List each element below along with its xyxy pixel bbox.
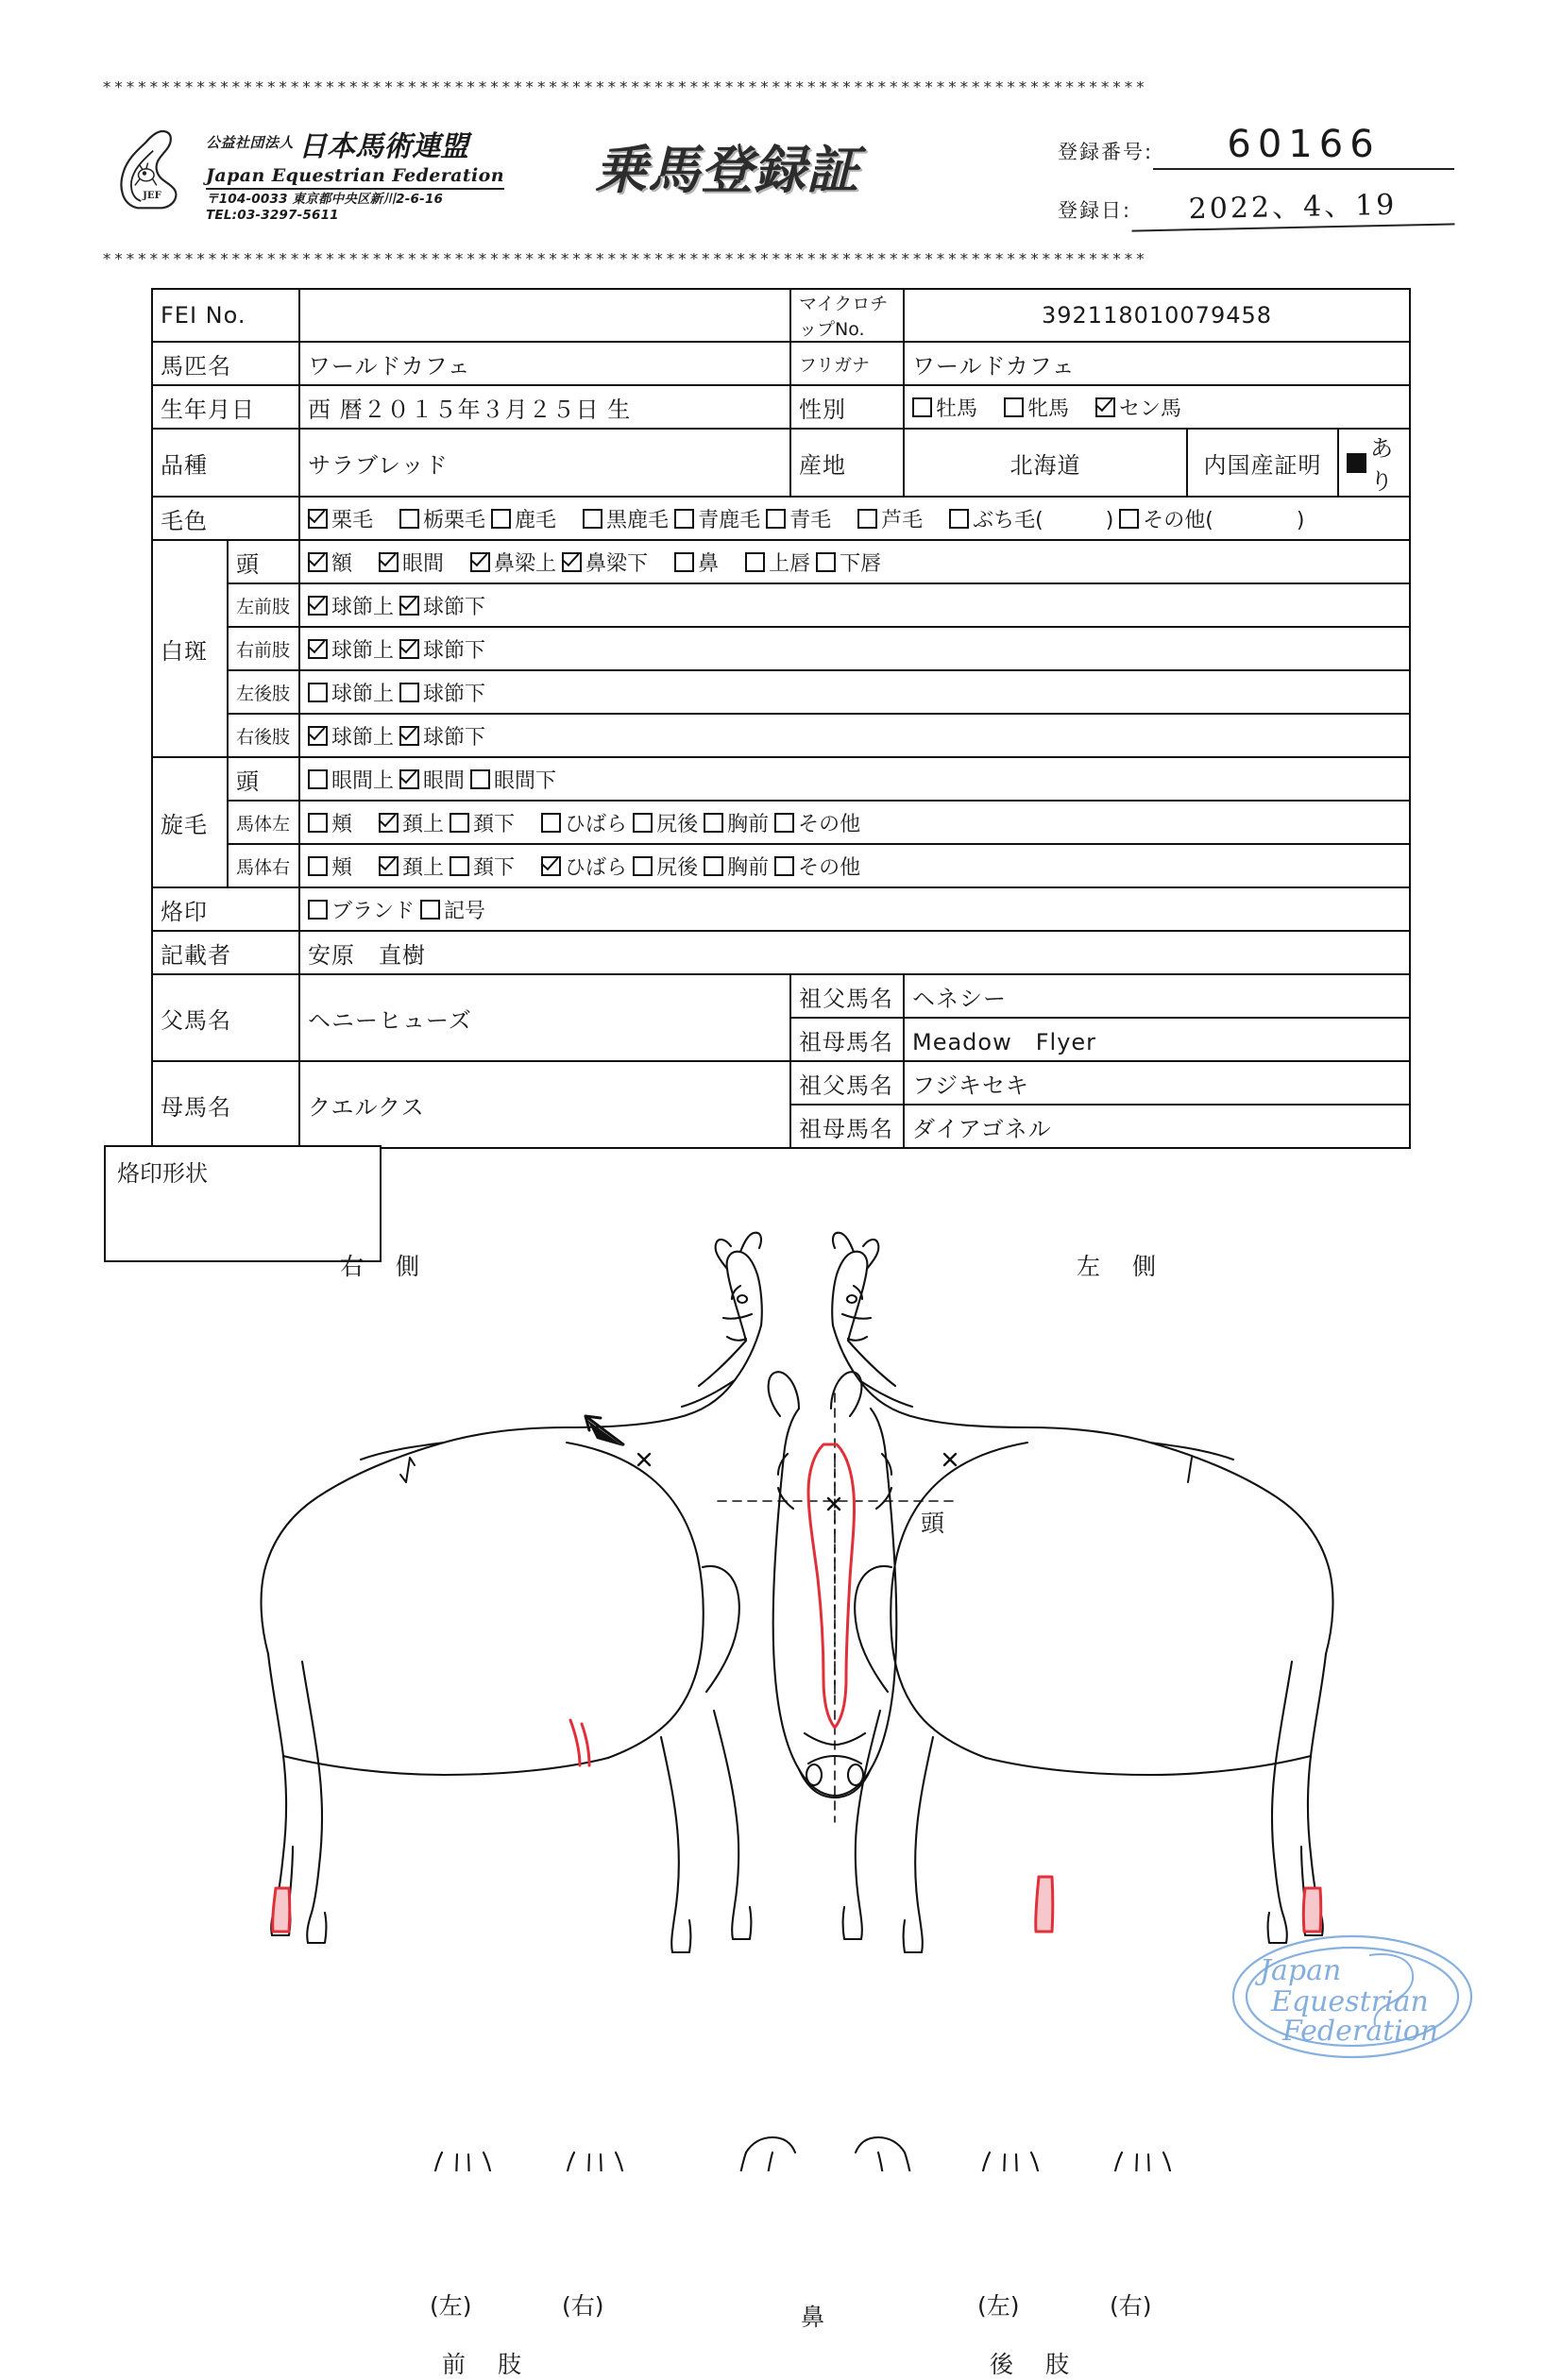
whorl-1-label-6: その他 xyxy=(798,812,861,836)
sire-granddam-label: 祖母馬名 xyxy=(790,1018,904,1061)
whorl-2-label-3: ひばら xyxy=(565,855,628,880)
whorl-1-option-2[interactable] xyxy=(450,808,515,837)
dam-granddam-value: ダイアゴネル xyxy=(904,1105,1410,1148)
label-hind-right: (右) xyxy=(1110,2292,1152,2320)
coat-checkbox-4[interactable] xyxy=(674,509,694,529)
star-rule-top: ***************************************************************************************** xyxy=(102,81,1147,94)
registration-info xyxy=(1058,123,1454,242)
coat-label-6: 芦毛 xyxy=(881,508,924,532)
muzzle-figure xyxy=(736,2137,914,2171)
whorl-0-option-0[interactable] xyxy=(308,765,394,794)
label-nose: 鼻 xyxy=(801,2304,825,2331)
whorl-1-option-0[interactable] xyxy=(308,808,352,837)
table-row-horse-name xyxy=(152,342,1410,385)
coat-option-3[interactable] xyxy=(583,504,669,533)
coat-checkbox-8[interactable] xyxy=(1119,509,1139,529)
registration-number-row xyxy=(1058,123,1454,170)
domestic-cert-text: あり xyxy=(1370,435,1393,495)
white-1-label-1: 球節下 xyxy=(423,595,486,619)
white-2-label-1: 球節下 xyxy=(423,638,486,663)
whorl-1-checkbox-2[interactable] xyxy=(450,813,469,833)
org-prefix: 公益社団法人 xyxy=(206,134,295,151)
brand-option-1[interactable] xyxy=(420,895,485,924)
dam-value: クエルクス xyxy=(299,1061,790,1148)
coat-label-5: 青毛 xyxy=(789,508,832,532)
whorl-2-option-1[interactable] xyxy=(379,852,444,881)
microchip-value: 392118010079458 xyxy=(904,289,1410,342)
whorl-0-checkbox-2[interactable] xyxy=(470,769,490,789)
coat-checkbox-0[interactable] xyxy=(308,509,328,529)
label-front-limb: 前 肢 xyxy=(442,2351,534,2378)
sex-option-0[interactable] xyxy=(912,393,977,422)
coat-checkbox-3[interactable] xyxy=(583,509,602,529)
white-4-option-1[interactable] xyxy=(399,721,485,751)
whorl-2-option-5[interactable] xyxy=(704,852,769,881)
white-0-label-5: 上唇 xyxy=(769,551,811,576)
sire-value: ヘニーヒューズ xyxy=(299,974,790,1061)
whorl-2-option-2[interactable] xyxy=(450,852,515,881)
whorl-2-checkbox-4[interactable] xyxy=(633,856,653,876)
coat-option-7[interactable] xyxy=(949,504,1113,533)
origin-value: 北海道 xyxy=(904,429,1187,497)
white-0-option-1[interactable] xyxy=(379,548,444,577)
white-3-label-1: 球節下 xyxy=(423,682,486,706)
brand-label: 烙印 xyxy=(152,887,299,931)
head-center-guides xyxy=(718,1393,954,1822)
dam-granddam-label: 祖母馬名 xyxy=(790,1105,904,1148)
white-0-option-0[interactable] xyxy=(308,548,352,577)
white-2-label-0: 球節上 xyxy=(331,638,395,663)
whorl-1-label-0: 頬 xyxy=(331,812,353,836)
whorl-2-label-2: 頚下 xyxy=(473,855,516,880)
brand-label-0: ブランド xyxy=(331,899,416,923)
whorl-options-1 xyxy=(299,801,1410,844)
registration-number-label: 登録番号: xyxy=(1058,141,1154,163)
marking-blaze xyxy=(808,1444,855,1728)
marking-red-right-horse xyxy=(273,1720,589,1932)
white-0-option-3[interactable] xyxy=(562,548,648,577)
white-0-checkbox-3[interactable] xyxy=(562,552,582,572)
birth-date-label: 生年月日 xyxy=(152,385,299,429)
sex-label-1: 牝馬 xyxy=(1027,397,1070,421)
whorl-1-checkbox-6[interactable] xyxy=(774,813,794,833)
coat-option-8[interactable] xyxy=(1119,504,1304,533)
whorl-options-2 xyxy=(299,844,1410,887)
jef-approval-stamp xyxy=(1228,1921,1478,2072)
dam-grandsire-value: フジキセキ xyxy=(904,1061,1410,1105)
domestic-cert-value xyxy=(1338,429,1410,497)
star-rule-bottom: ***************************************************************************************** xyxy=(102,253,1147,266)
horse-head-front-figure xyxy=(769,1372,897,1798)
coat-label-8: その他( ) xyxy=(1143,508,1305,532)
table-row-coat-color xyxy=(152,497,1410,540)
brand-options xyxy=(299,887,1410,931)
whorl-0-label-2: 眼間下 xyxy=(494,768,557,793)
coat-checkbox-1[interactable] xyxy=(399,509,419,529)
white-1-checkbox-0[interactable] xyxy=(308,596,328,616)
table-row-sire-gsire xyxy=(152,974,1410,1018)
table-row-white-hl xyxy=(152,670,1410,714)
white-options-2 xyxy=(299,627,1410,670)
dam-grandsire-label: 祖父馬名 xyxy=(790,1061,904,1105)
table-row-dam-gsire xyxy=(152,1061,1410,1105)
coat-label-1: 栃栗毛 xyxy=(423,508,486,532)
table-row-fei xyxy=(152,289,1410,342)
white-0-option-4[interactable] xyxy=(674,548,719,577)
whorl-1-option-4[interactable] xyxy=(633,808,698,837)
whorl-2-checkbox-1[interactable] xyxy=(379,856,399,876)
white-0-option-2[interactable] xyxy=(470,548,556,577)
white-1-label-0: 球節上 xyxy=(331,595,395,619)
coat-label-3: 黒鹿毛 xyxy=(606,508,670,532)
white-2-option-0[interactable] xyxy=(308,634,394,664)
horse-name-value: ワールドカフェ xyxy=(299,342,790,385)
white-0-checkbox-0[interactable] xyxy=(308,552,328,572)
horse-left-side-figure xyxy=(832,1233,1332,1952)
brand-checkbox-0[interactable] xyxy=(308,900,328,920)
whorl-2-label-5: 胸前 xyxy=(727,855,770,880)
whorl-1-option-3[interactable] xyxy=(541,808,627,837)
white-part-label-2: 右前肢 xyxy=(228,627,299,670)
white-0-label-2: 鼻梁上 xyxy=(494,551,557,576)
whorl-1-checkbox-3[interactable] xyxy=(541,813,561,833)
sex-label-2: セン馬 xyxy=(1119,397,1182,421)
whorl-1-label-3: ひばら xyxy=(565,812,628,836)
white-4-checkbox-0[interactable] xyxy=(308,726,328,746)
furigana-value: ワールドカフェ xyxy=(904,342,1410,385)
brand-label-1: 記号 xyxy=(444,899,486,923)
whorl-2-checkbox-5[interactable] xyxy=(704,856,723,876)
coat-option-1[interactable] xyxy=(399,504,485,533)
coat-color-options xyxy=(299,497,1410,540)
horse-name-label: 馬匹名 xyxy=(152,342,299,385)
whorl-2-checkbox-6[interactable] xyxy=(774,856,794,876)
origin-label: 産地 xyxy=(790,429,904,497)
whorl-0-option-1[interactable] xyxy=(399,765,465,794)
sire-label: 父馬名 xyxy=(152,974,299,1061)
coat-color-label: 毛色 xyxy=(152,497,299,540)
white-3-checkbox-1[interactable] xyxy=(399,683,419,702)
domestic-cert-label: 内国産証明 xyxy=(1187,429,1338,497)
org-address: 〒104-0033 東京都中央区新川2-6-16 xyxy=(206,192,444,207)
whorl-2-label-6: その他 xyxy=(798,855,861,880)
whorl-1-label-4: 尻後 xyxy=(656,812,699,836)
coat-option-0[interactable] xyxy=(308,504,373,533)
white-3-label-0: 球節上 xyxy=(331,682,395,706)
coat-option-5[interactable] xyxy=(766,504,831,533)
whorl-part-label-0: 頭 xyxy=(228,757,299,801)
whorl-options-0 xyxy=(299,757,1410,801)
white-options-3 xyxy=(299,670,1410,714)
white-4-option-0[interactable] xyxy=(308,721,394,751)
white-0-label-3: 鼻梁下 xyxy=(585,551,649,576)
white-options-4 xyxy=(299,714,1410,757)
whorl-0-option-2[interactable] xyxy=(470,765,556,794)
white-options-0 xyxy=(299,540,1410,583)
label-hind-limb: 後 肢 xyxy=(990,2351,1081,2378)
sex-option-1[interactable] xyxy=(1004,393,1069,422)
sire-grandsire-value: ヘネシー xyxy=(904,974,1410,1018)
white-4-checkbox-1[interactable] xyxy=(399,726,419,746)
coat-checkbox-7[interactable] xyxy=(949,509,969,529)
brand-shape-label: 烙印形状 xyxy=(117,1160,208,1187)
white-0-checkbox-5[interactable] xyxy=(745,552,765,572)
stamp-line-1: Japan xyxy=(1260,1954,1342,1987)
whorl-2-option-4[interactable] xyxy=(633,852,698,881)
coat-label-7: ぶち毛( ) xyxy=(973,508,1114,532)
whorl-1-option-6[interactable] xyxy=(774,808,860,837)
white-part-label-3: 左後肢 xyxy=(228,670,299,714)
white-2-checkbox-1[interactable] xyxy=(399,639,419,659)
label-front-right: (右) xyxy=(562,2292,604,2320)
coat-label-4: 青鹿毛 xyxy=(698,508,761,532)
table-row-brand xyxy=(152,887,1410,931)
white-markings-label: 白斑 xyxy=(152,540,228,757)
white-part-label-1: 左前肢 xyxy=(228,583,299,627)
white-3-option-0[interactable] xyxy=(308,678,394,707)
whorl-2-option-6[interactable] xyxy=(774,852,860,881)
white-0-option-5[interactable] xyxy=(745,548,810,577)
breed-label: 品種 xyxy=(152,429,299,497)
birth-date-value: 西 暦２０１５年３月２５日 生 xyxy=(299,385,790,429)
whorl-part-label-1: 馬体左 xyxy=(228,801,299,844)
whorl-1-label-1: 頚上 xyxy=(402,812,445,836)
hind-limbs-figure xyxy=(980,2152,1173,2171)
microchip-label: マイクロチップNo. xyxy=(790,289,904,342)
whorl-2-label-0: 頬 xyxy=(331,855,353,880)
org-names xyxy=(206,123,504,224)
white-0-label-4: 鼻 xyxy=(698,551,720,576)
white-0-label-0: 額 xyxy=(331,551,353,576)
label-head: 頭 xyxy=(921,1510,945,1537)
table-row-breed-origin xyxy=(152,429,1410,497)
white-4-label-1: 球節下 xyxy=(423,725,486,750)
coat-label-0: 栗毛 xyxy=(331,508,374,532)
coat-option-6[interactable] xyxy=(857,504,923,533)
whorl-label: 旋毛 xyxy=(152,757,228,887)
furigana-label: フリガナ xyxy=(790,342,904,385)
fei-no-value[interactable] xyxy=(299,289,790,342)
brand-option-0[interactable] xyxy=(308,895,415,924)
table-row-white-head xyxy=(152,540,1410,583)
whorl-2-checkbox-2[interactable] xyxy=(450,856,469,876)
white-3-option-1[interactable] xyxy=(399,678,485,707)
white-0-checkbox-6[interactable] xyxy=(816,552,836,572)
table-row-white-fl xyxy=(152,583,1410,627)
sire-granddam-value: Meadow Flyer xyxy=(904,1018,1410,1061)
coat-option-2[interactable] xyxy=(491,504,556,533)
horse-right-side-figure xyxy=(262,1233,762,1952)
table-row-whorl-head xyxy=(152,757,1410,801)
whorl-2-option-0[interactable] xyxy=(308,852,352,881)
sex-label: 性別 xyxy=(790,385,904,429)
white-2-option-1[interactable] xyxy=(399,634,485,664)
coat-checkbox-6[interactable] xyxy=(857,509,877,529)
stamp-line-3: Federation xyxy=(1282,2015,1439,2048)
whorl-1-checkbox-5[interactable] xyxy=(704,813,723,833)
whorl-1-label-2: 頚下 xyxy=(473,812,516,836)
svg-text:JEF: JEF xyxy=(143,190,161,202)
sex-checkbox-0[interactable] xyxy=(912,397,932,417)
whorl-2-option-3[interactable] xyxy=(541,852,627,881)
white-part-label-0: 頭 xyxy=(228,540,299,583)
horse-details-table xyxy=(151,288,1411,1149)
org-name-en: Japan Equestrian Federation xyxy=(206,165,504,186)
whorl-2-checkbox-3[interactable] xyxy=(541,856,561,876)
whorl-2-label-1: 頚上 xyxy=(402,855,445,880)
coat-checkbox-2[interactable] xyxy=(491,509,511,529)
white-0-checkbox-4[interactable] xyxy=(674,552,694,572)
recorder-value: 安原 直樹 xyxy=(299,931,1410,974)
label-left-side: 左 側 xyxy=(1077,1253,1168,1280)
label-right-side: 右 側 xyxy=(340,1253,432,1280)
whorl-1-option-1[interactable] xyxy=(379,808,444,837)
whorl-1-option-5[interactable] xyxy=(704,808,769,837)
white-options-1 xyxy=(299,583,1410,627)
sex-checkbox-2[interactable] xyxy=(1095,397,1115,417)
table-row-birth-sex xyxy=(152,385,1410,429)
table-row-white-fr xyxy=(152,627,1410,670)
whorl-1-checkbox-0[interactable] xyxy=(308,813,328,833)
brand-checkbox-1[interactable] xyxy=(420,900,440,920)
domestic-cert-checkbox[interactable] xyxy=(1347,453,1366,473)
sex-checkbox-1[interactable] xyxy=(1004,397,1024,417)
registration-date-label: 登録日: xyxy=(1058,199,1132,222)
breed-value: サラブレッド xyxy=(299,429,790,497)
sire-grandsire-label: 祖父馬名 xyxy=(790,974,904,1018)
label-front-left: (左) xyxy=(430,2292,472,2320)
white-0-label-6: 下唇 xyxy=(840,551,882,576)
whorl-1-checkbox-1[interactable] xyxy=(379,813,399,833)
recorder-label: 記載者 xyxy=(152,931,299,974)
table-row-white-hr xyxy=(152,714,1410,757)
registration-date-row xyxy=(1058,183,1454,228)
white-part-label-4: 右後肢 xyxy=(228,714,299,757)
sex-option-2[interactable] xyxy=(1095,393,1181,422)
coat-label-2: 鹿毛 xyxy=(515,508,557,532)
white-0-label-1: 眼間 xyxy=(402,551,445,576)
whorl-2-checkbox-0[interactable] xyxy=(308,856,328,876)
table-row-whorl-right xyxy=(152,844,1410,887)
document-title: 乗馬登録証 xyxy=(595,140,860,200)
table-row-recorder xyxy=(152,931,1410,974)
white-2-checkbox-0[interactable] xyxy=(308,639,328,659)
sex-label-0: 牡馬 xyxy=(936,397,978,421)
coat-option-4[interactable] xyxy=(674,504,760,533)
whorl-0-label-0: 眼間上 xyxy=(331,768,395,793)
stamp-line-2: Equestrian xyxy=(1271,1985,1429,2018)
white-0-option-6[interactable] xyxy=(816,548,881,577)
whorl-part-label-2: 馬体右 xyxy=(228,844,299,887)
white-4-label-0: 球節上 xyxy=(331,725,395,750)
coat-checkbox-5[interactable] xyxy=(766,509,786,529)
jef-logo-icon xyxy=(111,125,198,211)
federation-logo-block xyxy=(111,125,555,228)
white-1-option-0[interactable] xyxy=(308,591,394,620)
whorl-0-checkbox-1[interactable] xyxy=(399,769,419,789)
white-1-option-1[interactable] xyxy=(399,591,485,620)
org-telephone: TEL:03-3297-5611 xyxy=(206,207,339,223)
whorl-2-label-4: 尻後 xyxy=(656,855,699,880)
fei-no-label: FEI No. xyxy=(152,289,299,342)
whorl-0-label-1: 眼間 xyxy=(423,768,466,793)
white-1-checkbox-1[interactable] xyxy=(399,596,419,616)
front-limbs-figure xyxy=(433,2152,625,2171)
head-whorl-mark xyxy=(828,1498,840,1510)
registration-number-value: 60166 xyxy=(1153,123,1454,170)
label-hind-left: (左) xyxy=(977,2292,1020,2320)
white-3-checkbox-0[interactable] xyxy=(308,683,328,702)
org-name-jp: 日本馬術連盟 xyxy=(298,130,469,163)
registration-date-value: 2022、4、19 xyxy=(1131,179,1455,231)
table-row-whorl-left xyxy=(152,801,1410,844)
white-0-checkbox-2[interactable] xyxy=(470,552,490,572)
sex-options xyxy=(904,385,1410,429)
whorl-1-label-5: 胸前 xyxy=(727,812,770,836)
whorl-1-checkbox-4[interactable] xyxy=(633,813,653,833)
white-0-checkbox-1[interactable] xyxy=(379,552,399,572)
dam-label: 母馬名 xyxy=(152,1061,299,1148)
whorl-0-checkbox-0[interactable] xyxy=(308,769,328,789)
